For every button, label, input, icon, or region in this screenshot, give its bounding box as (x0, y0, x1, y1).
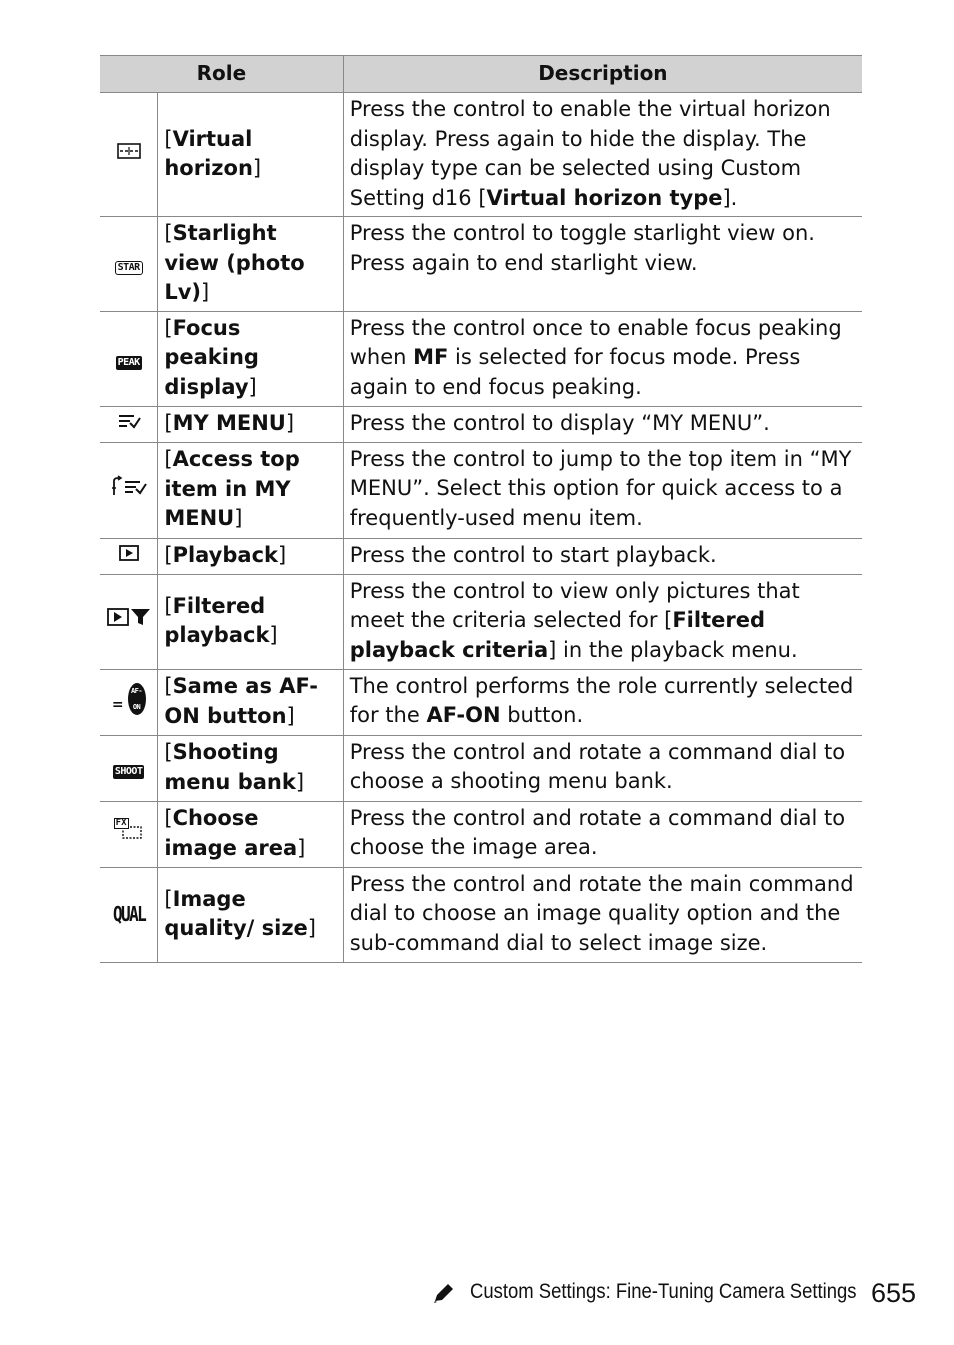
description-text: Press the control and rotate the main command dial to choose an image quality option and the sub-command dial to select image size. (349, 871, 854, 955)
description-text: Filtered playback criteria (349, 608, 765, 662)
role-icon-cell (100, 538, 158, 574)
role-icon-cell (100, 669, 158, 735)
bracket-open: [ (164, 806, 173, 830)
bracket-open: [ (164, 674, 173, 698)
role-description-cell (343, 574, 862, 669)
header-role: Role (100, 56, 343, 93)
role-name-cell (158, 538, 343, 574)
description-text: ]. (722, 185, 738, 210)
role-name: Starlight view (photo Lv) (164, 221, 305, 304)
role-name: Same as AF-ON button (164, 674, 318, 728)
table-row (100, 311, 862, 406)
bracket-close: ] (297, 835, 306, 860)
role-name: Playback (172, 542, 278, 567)
bracket-close: ] (234, 506, 243, 531)
role-description-cell (343, 669, 862, 735)
bracket-close: ] (286, 703, 295, 728)
description-text: Virtual horizon type (486, 185, 723, 210)
bracket-close: ] (269, 623, 278, 647)
role-description-cell (343, 217, 862, 312)
role-description-cell (343, 801, 862, 867)
description-text: Press the control to jump to the top item in “MY MENU”. Select this option for quick access to a frequently-used menu item. (349, 446, 852, 530)
role-icon-cell (100, 574, 158, 669)
page-footer (432, 1276, 922, 1312)
role-name: Filtered playback (164, 593, 270, 647)
table-row (100, 867, 862, 962)
bracket-close: ] (248, 374, 257, 399)
shoot-icon: SHOOT (114, 766, 143, 778)
table-row (100, 801, 862, 867)
bracket-open: [ (164, 447, 173, 472)
pencil-icon (432, 1282, 456, 1309)
role-icon-cell (100, 867, 158, 962)
description-text: is selected for focus mode. Press again to end focus peaking. (349, 345, 801, 399)
table-row (100, 669, 862, 735)
role-description-cell (343, 442, 862, 538)
role-description-cell (343, 735, 862, 801)
header-description: Description (343, 56, 862, 93)
playback-icon (118, 541, 140, 571)
role-icon-cell (100, 442, 158, 538)
description-text: Press the control to enable the virtual horizon display. Press again to hide the display. The display type can be selected using Custom Setting d16 [ (349, 97, 831, 210)
bracket-open: [ (164, 126, 173, 151)
role-name: Virtual horizon (164, 126, 253, 180)
table-row (100, 93, 862, 217)
role-name-cell (158, 217, 343, 312)
table-body (100, 93, 862, 963)
role-icon-cell (100, 217, 158, 312)
bracket-close: ] (252, 156, 262, 180)
role-name-cell (158, 93, 343, 217)
role-name-cell (158, 867, 343, 962)
role-name: Shooting menu bank (164, 740, 296, 794)
description-text: Press the control to view only pictures that meet the criteria selected for [ (349, 578, 800, 632)
role-name: MY MENU (172, 410, 286, 435)
role-icon-cell (100, 311, 158, 406)
page-number: 655 (871, 1278, 917, 1308)
role-name: Image quality/ size (164, 886, 308, 940)
description-text: Press the control to start playback. (349, 542, 717, 567)
footer-caption: Custom Settings: Fine-Tuning Camera Settings (470, 1280, 857, 1303)
role-name-cell (158, 442, 343, 538)
role-description-cell (343, 93, 862, 217)
description-text: Press the control to toggle starlight view on. Press again to end starlight view. (349, 221, 815, 275)
role-description-cell (343, 867, 862, 962)
role-name-cell (158, 311, 343, 406)
role-name-cell (158, 669, 343, 735)
table-row (100, 406, 862, 442)
role-name-cell (158, 406, 343, 442)
role-icon-cell (100, 801, 158, 867)
description-text: ] in the playback menu. (548, 637, 798, 662)
table-row (100, 217, 862, 312)
my-menu-icon (116, 409, 142, 439)
bracket-close: ] (285, 410, 295, 435)
description-text: MF (413, 345, 449, 369)
roles-table (100, 55, 862, 963)
role-icon-cell (100, 93, 158, 217)
role-description-cell (343, 538, 862, 574)
bracket-close: ] (307, 916, 316, 940)
filtered-playback-icon (106, 606, 152, 637)
bracket-close: ] (277, 542, 287, 567)
description-text: AF-ON (426, 703, 501, 727)
role-name-cell (158, 735, 343, 801)
description-text: The control performs the role currently selected for the (349, 673, 854, 727)
description-text: Press the control and rotate a command dial to choose the image area. (349, 805, 846, 859)
image-area-icon: FX (114, 819, 144, 849)
role-description-cell (343, 311, 862, 406)
bracket-open: [ (164, 315, 173, 340)
bracket-close: ] (201, 280, 210, 304)
role-icon-cell (100, 406, 158, 442)
bracket-open: [ (164, 542, 173, 567)
role-icon-cell (100, 735, 158, 801)
table-row (100, 538, 862, 574)
bracket-open: [ (164, 886, 173, 911)
description-text: Press the control once to enable focus peaking when (349, 315, 842, 369)
bracket-open: [ (164, 740, 173, 764)
role-name: Choose image area (164, 806, 298, 860)
table-row (100, 735, 862, 801)
table-header-row (100, 56, 862, 93)
bracket-open: [ (164, 221, 173, 245)
access-top-my-menu-icon (110, 475, 148, 506)
role-name-cell (158, 574, 343, 669)
role-description-cell (343, 406, 862, 442)
bracket-open: [ (164, 593, 173, 618)
table-row (100, 574, 862, 669)
role-name: Focus peaking display (164, 315, 259, 399)
bracket-open: [ (164, 410, 173, 435)
star-icon: STAR (115, 249, 143, 279)
role-name-cell (158, 801, 343, 867)
same-as-af-on-icon: =AF-ON (112, 683, 146, 721)
description-text: Press the control to display “MY MENU”. (349, 410, 770, 435)
peak-icon: PEAK (117, 356, 140, 368)
description-text: button. (500, 703, 584, 727)
role-name: Access top item in MY MENU (164, 447, 300, 531)
virtual-horizon-icon (116, 140, 142, 170)
description-text: Press the control and rotate a command dial to choose a shooting menu bank. (349, 739, 846, 793)
bracket-close: ] (295, 769, 305, 794)
qual-icon: QUAL (112, 901, 145, 926)
table-row (100, 442, 862, 538)
